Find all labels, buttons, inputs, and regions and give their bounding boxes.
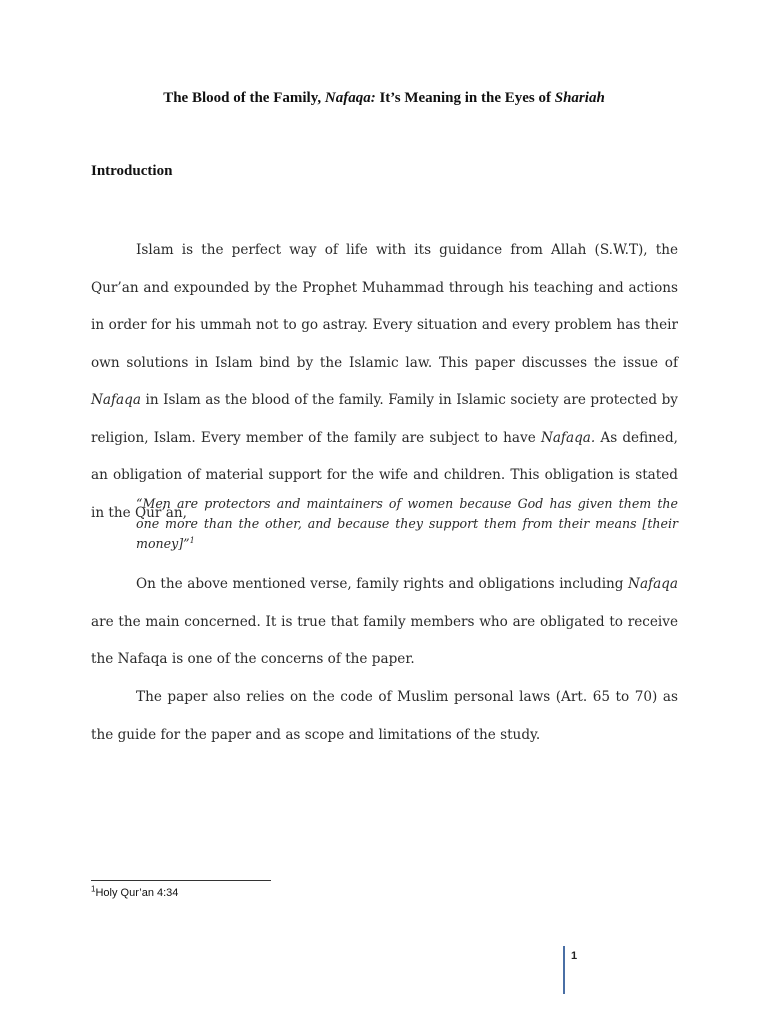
footnote-text: Holy Qur’an 4:34 <box>95 887 179 899</box>
title-part-4: Shariah <box>554 90 605 106</box>
para1-italic-2: Nafaqa. <box>540 429 596 446</box>
title-part-2: Nafaqa: <box>324 90 376 106</box>
footnote-separator <box>91 880 271 881</box>
para1-italic-1: Nafaqa <box>91 392 141 408</box>
para2-text-1: On the above mentioned verse, family rights and obligations including <box>136 576 629 592</box>
para1-text-1: Islam is the perfect way of life with its guidance from Allah (S.W.T), the Qur’an and expounded by the Prophet Muhammad through his teaching and actions in order for his ummah not to go astray. Every situation and every problem has their own solutions in Islam bind by the Islamic law. This paper discusses the issue of <box>91 242 678 371</box>
para1-text-3: As defined, an obligation of material support for the wife and children. This obligation is stated in the Qur’an, <box>91 429 678 521</box>
para2-text-2: are the main concerned. It is true that family members who are obligated to receive the Nafaqa is one of the concerns of the paper. <box>91 613 678 667</box>
footnote-number: 1 <box>91 884 96 894</box>
block-quote <box>136 494 678 554</box>
quote-text: “Men are protectors and maintainers of women because God has given them the one more than the other, and because they support them from their means [their money]” <box>136 496 678 551</box>
title-part-1: The Blood of the Family, <box>163 90 325 106</box>
paragraph-verse-discussion <box>91 566 678 679</box>
page-number: 1 <box>571 950 578 962</box>
para1-text-2: in Islam as the blood of the family. Family in Islamic society are protected by religion, Islam. Every member of the family are subject to have <box>91 392 678 446</box>
para2-italic-1: Nafaqa <box>628 576 678 592</box>
footnote-ref[interactable]: 1 <box>189 535 195 545</box>
paragraph-scope: The paper also relies on the code of Muslim personal laws (Art. 65 to 70) as the guide for the paper and as scope and limitations of the study. <box>91 689 678 743</box>
footnote <box>91 884 179 899</box>
paragraph-intro <box>91 232 678 532</box>
title-part-3: It’s Meaning in the Eyes of <box>375 90 555 106</box>
page-number-bar <box>563 946 565 994</box>
section-heading: Introduction <box>91 163 173 179</box>
document-title <box>0 90 768 107</box>
